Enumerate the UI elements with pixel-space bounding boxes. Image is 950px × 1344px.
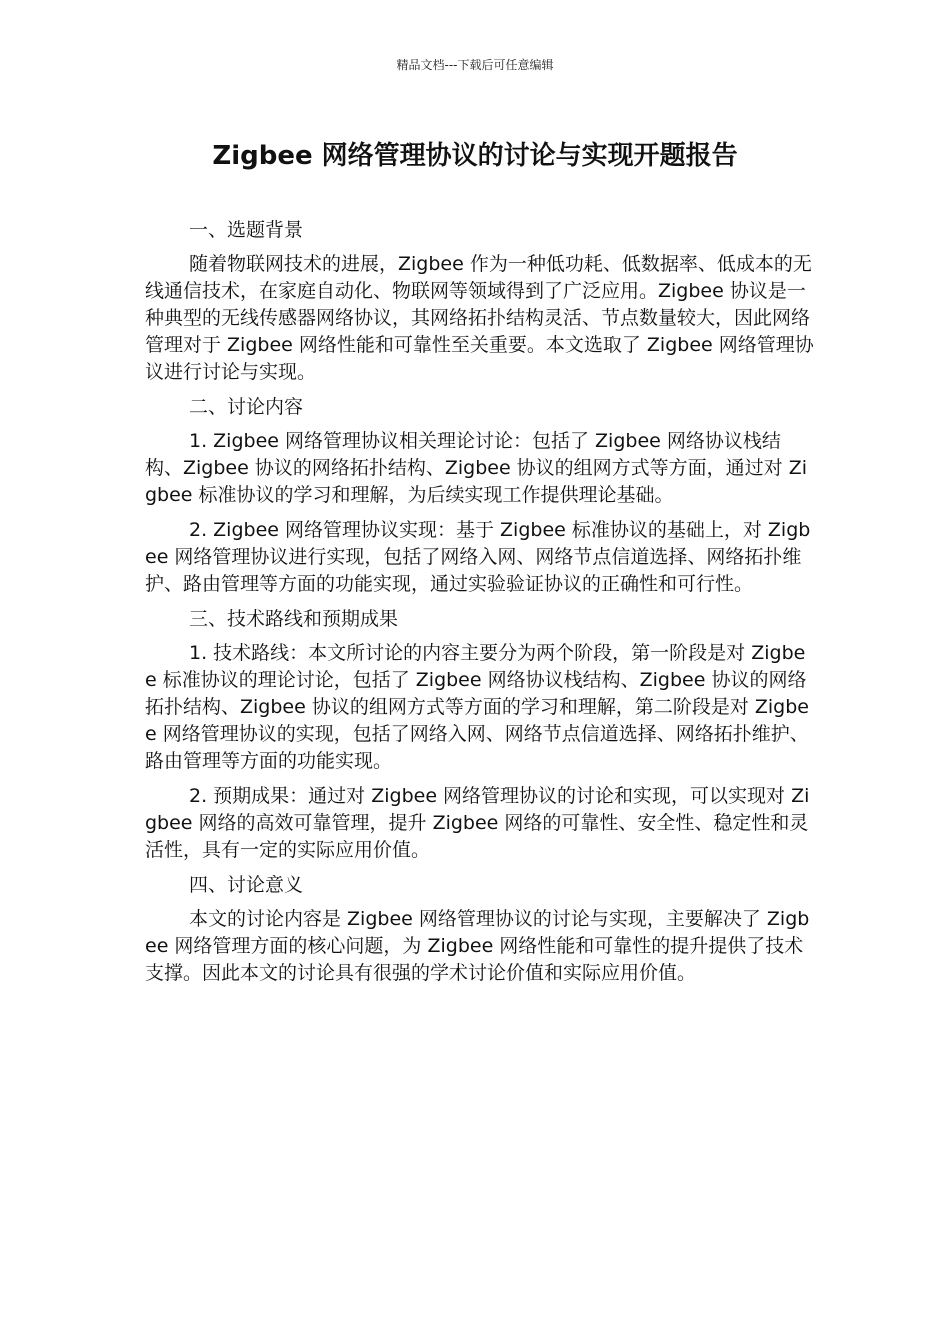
section-background <box>145 217 815 386</box>
document-body <box>145 217 815 995</box>
body-paragraph: 随着物联网技术的进展，Zigbee 作为一种低功耗、低数据率、低成本的无线通信技术，在家庭自动化、物联网等领域得到了广泛应用。Zigbee 协议是一种典型的无线传感器网络协议，其网络拓扑结构灵活、节点数量较大，因此网络管理对于 Zigbee 网络性能和可靠性至关重要。本文选取了 Zigbee 网络管理协议进行讨论与实现。 <box>145 253 814 383</box>
section-significance <box>145 872 815 987</box>
section-heading: 二、讨论内容 <box>189 396 304 418</box>
body-paragraph: 2. 预期成果：通过对 Zigbee 网络管理协议的讨论和实现，可以实现对 Zigbee 网络的高效可靠管理，提升 Zigbee 网络的可靠性、安全性、稳定性和灵活性，具有一定的实际应用价值。 <box>145 785 810 861</box>
document-title: Zigbee 网络管理协议的讨论与实现开题报告 <box>212 141 738 171</box>
body-paragraph: 1. Zigbee 网络管理协议相关理论讨论：包括了 Zigbee 网络协议栈结构、Zigbee 协议的网络拓扑结构、Zigbee 协议的组网方式等方面，通过对 Zigbee 标准协议的学习和理解，为后续实现工作提供理论基础。 <box>145 430 808 506</box>
body-paragraph: 本文的讨论内容是 Zigbee 网络管理协议的讨论与实现，主要解决了 Zigbee 网络管理方面的核心问题，为 Zigbee 网络性能和可靠性的提升提供了技术支撑。因此本文的讨论具有很强的学术讨论价值和实际应用价值。 <box>145 908 810 984</box>
section-heading: 四、讨论意义 <box>189 874 304 896</box>
section-content <box>145 394 815 598</box>
section-heading: 三、技术路线和预期成果 <box>189 608 399 630</box>
section-heading: 一、选题背景 <box>189 219 304 241</box>
body-paragraph: 2. Zigbee 网络管理协议实现：基于 Zigbee 标准协议的基础上，对 Zigbee 网络管理协议进行实现，包括了网络入网、网络节点信道选择、网络拓扑维护、路由管理等方面的功能实现，通过实验验证协议的正确性和可行性。 <box>145 519 811 595</box>
body-paragraph: 1. 技术路线：本文所讨论的内容主要分为两个阶段，第一阶段是对 Zigbee 标准协议的理论讨论，包括了 Zigbee 网络协议栈结构、Zigbee 协议的网络拓扑结构、Zigbee 协议的组网方式等方面的学习和理解，第二阶段是对 Zigbee 网络管理协议的实现，包括了网络入网、网络节点信道选择、网络拓扑维护、路由管理等方面的功能实现。 <box>145 642 809 772</box>
section-roadmap <box>145 606 815 864</box>
page-header: 精品文档---下载后可任意编辑 <box>396 58 554 72</box>
